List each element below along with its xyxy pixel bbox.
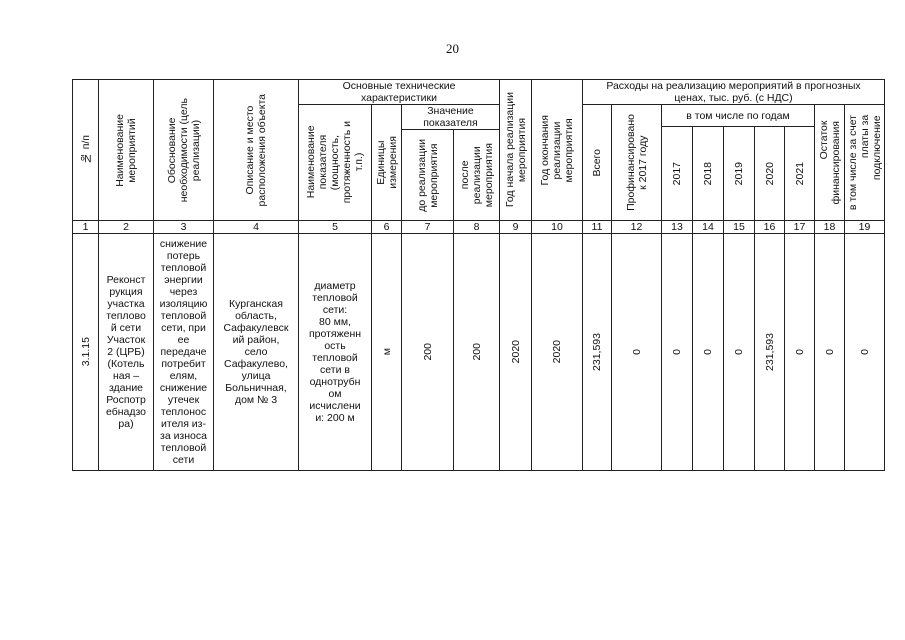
table-row bbox=[73, 234, 885, 471]
page-number: 20 bbox=[446, 41, 459, 56]
cell-start-year: 2020 bbox=[500, 234, 532, 471]
cell-remainder: 0 bbox=[815, 234, 845, 471]
cell-reason: снижение потерь тепловой энергии через изоляцию тепловой сети, при ее передаче потребит елям, снижение утечек теплонос ителя из- за износа тепловой сети bbox=[154, 234, 214, 471]
column-number: 10 bbox=[532, 221, 583, 234]
column-numbers-row bbox=[73, 221, 885, 234]
cell-financed: 0 bbox=[612, 234, 662, 471]
column-number: 15 bbox=[724, 221, 755, 234]
header-costs: Расходы на реализацию мероприятий в прогнозных ценах, тыс. руб. (с НДС) bbox=[583, 80, 885, 105]
column-number: 5 bbox=[299, 221, 372, 234]
header-value: Значение показателя bbox=[402, 105, 500, 130]
measures-table bbox=[72, 79, 885, 471]
column-number: 8 bbox=[454, 221, 500, 234]
cell-2021: 0 bbox=[785, 234, 815, 471]
column-number: 7 bbox=[402, 221, 454, 234]
cell-after: 200 bbox=[454, 234, 500, 471]
cell-2018: 0 bbox=[693, 234, 724, 471]
header-year-2019: 2019 bbox=[724, 127, 755, 221]
cell-description: Курганская область, Сафакулевск ий район, село Сафакулево, улица Больничная, дом № 3 bbox=[214, 234, 299, 471]
column-number: 11 bbox=[583, 221, 612, 234]
header-total: Всего bbox=[583, 105, 612, 221]
column-number: 1 bbox=[73, 221, 99, 234]
column-number: 9 bbox=[500, 221, 532, 234]
header-after: после реализации мероприятия bbox=[454, 130, 500, 221]
header-end-year: Год окончания реализации мероприятия bbox=[532, 80, 583, 221]
header-start-year: Год начала реализации мероприятия bbox=[500, 80, 532, 221]
header-year-2018: 2018 bbox=[693, 127, 724, 221]
header-year-2017: 2017 bbox=[662, 127, 693, 221]
cell-2019: 0 bbox=[724, 234, 755, 471]
header-indicator-name: Наименование показателя (мощность, протяженность и т.п.) bbox=[299, 105, 372, 221]
cell-name: Реконст рукция участка теплово й сети Участок 2 (ЦРБ) (Котель ная – здание Роспотр ебнадзо ра) bbox=[99, 234, 154, 471]
cell-total: 231,593 bbox=[583, 234, 612, 471]
header-year-2021: 2021 bbox=[785, 127, 815, 221]
column-number: 13 bbox=[662, 221, 693, 234]
header-remainder: Остаток финансирования bbox=[815, 105, 845, 221]
column-number: 19 bbox=[845, 221, 885, 234]
header-tech: Основные технические характеристики bbox=[299, 80, 500, 105]
column-number: 16 bbox=[755, 221, 785, 234]
header-description: Описание и место расположения объекта bbox=[214, 80, 299, 221]
column-number: 6 bbox=[372, 221, 402, 234]
cell-2020: 231,593 bbox=[755, 234, 785, 471]
header-before: до реализации мероприятия bbox=[402, 130, 454, 221]
cell-indicator: диаметр тепловой сети: 80 мм, протяженн ость тепловой сети в однотрубн ом исчислени и: 200 м bbox=[299, 234, 372, 471]
header-connection-fee: в том числе за счет платы за подключение bbox=[845, 105, 885, 221]
column-number: 14 bbox=[693, 221, 724, 234]
cell-connection-fee: 0 bbox=[845, 234, 885, 471]
header-num: № п/п bbox=[73, 80, 99, 221]
header-year-2020: 2020 bbox=[755, 127, 785, 221]
column-number: 3 bbox=[154, 221, 214, 234]
column-number: 4 bbox=[214, 221, 299, 234]
column-number: 2 bbox=[99, 221, 154, 234]
column-number: 18 bbox=[815, 221, 845, 234]
column-number: 17 bbox=[785, 221, 815, 234]
cell-unit: м bbox=[372, 234, 402, 471]
column-number: 12 bbox=[612, 221, 662, 234]
header-name: Наименование мероприятий bbox=[99, 80, 154, 221]
header-reason: Обоснование необходимости (цель реализации) bbox=[154, 80, 214, 221]
header-unit: Единицы измерения bbox=[372, 105, 402, 221]
header-by-years: в том числе по годам bbox=[662, 105, 815, 127]
cell-num: 3.1.15 bbox=[73, 234, 99, 471]
cell-before: 200 bbox=[402, 234, 454, 471]
cell-2017: 0 bbox=[662, 234, 693, 471]
header-financed: Профинансировано к 2017 году bbox=[612, 105, 662, 221]
cell-end-year: 2020 bbox=[532, 234, 583, 471]
